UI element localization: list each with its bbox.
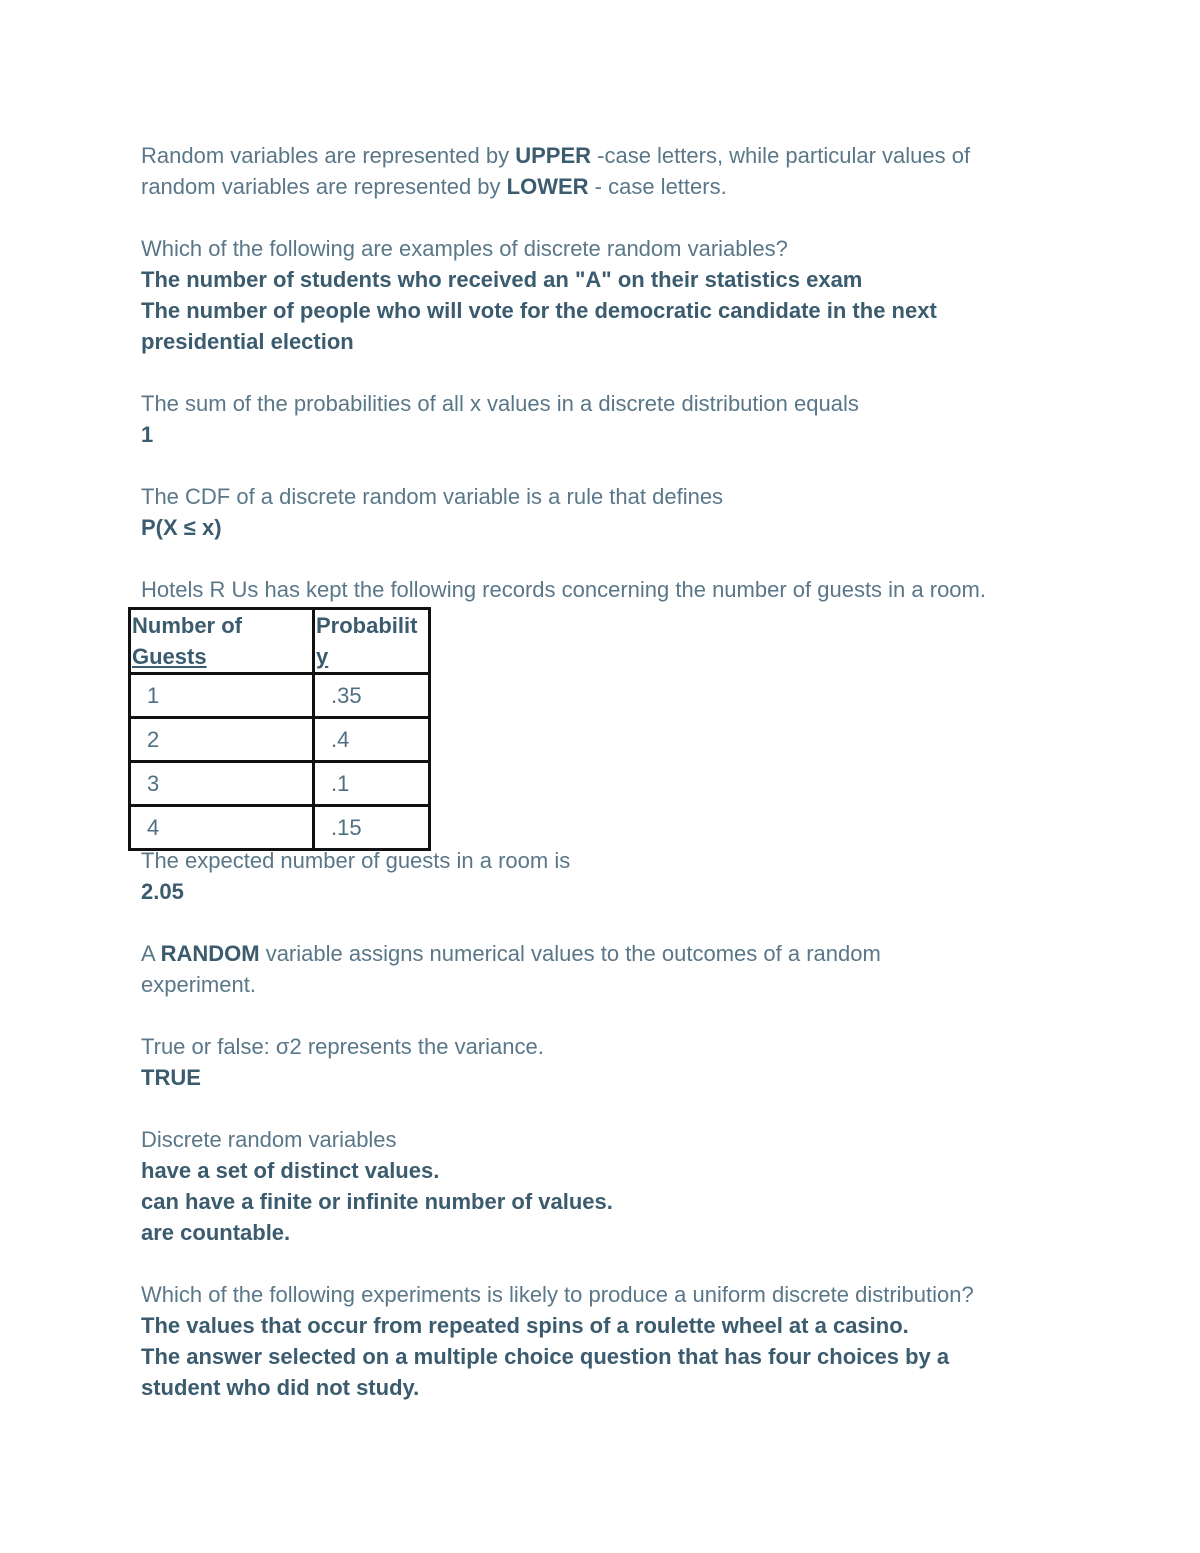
question-expected-guests: The expected number of guests in a room is bbox=[141, 848, 571, 873]
statement-random-variable-2: experiment. bbox=[141, 972, 256, 997]
question-uniform-distribution: Which of the following experiments is likely to produce a uniform discrete distribution? bbox=[141, 1282, 974, 1307]
answer-line: The number of people who will vote for the democratic candidate in the next bbox=[141, 298, 937, 323]
table-row bbox=[130, 806, 430, 850]
answer-line: TRUE bbox=[141, 1065, 201, 1090]
answer-line: student who did not study. bbox=[141, 1375, 420, 1400]
header-number-of-guests: Number of Guests bbox=[130, 609, 314, 674]
question-discrete-random-variables: Discrete random variables bbox=[141, 1127, 397, 1152]
answer-line: 1 bbox=[141, 422, 154, 447]
table-cell-probability: .35 bbox=[314, 674, 430, 718]
table-cell-probability: .4 bbox=[314, 718, 430, 762]
answer-line: The answer selected on a multiple choice question that has four choices by a bbox=[141, 1344, 950, 1369]
question-cdf: The CDF of a discrete random variable is a rule that defines bbox=[141, 484, 724, 509]
table-row bbox=[130, 674, 430, 718]
document-body-top bbox=[141, 140, 1061, 605]
answer-line: have a set of distinct values. bbox=[141, 1158, 440, 1183]
header-probability: Probabilit y bbox=[314, 609, 430, 674]
answer-line: The number of students who received an "A" on their statistics exam bbox=[141, 267, 863, 292]
question-hotels: Hotels R Us has kept the following records concerning the number of guests in a room. bbox=[141, 577, 986, 602]
table-row bbox=[130, 762, 430, 806]
table-row bbox=[130, 718, 430, 762]
answer-line: The values that occur from repeated spins of a roulette wheel at a casino. bbox=[141, 1313, 909, 1338]
question-discrete-examples: Which of the following are examples of discrete random variables? bbox=[141, 236, 788, 261]
upper-keyword: UPPER bbox=[515, 143, 592, 168]
table-cell-probability: .1 bbox=[314, 762, 430, 806]
answer-line: can have a finite or infinite number of values. bbox=[141, 1189, 613, 1214]
answer-line: 2.05 bbox=[141, 879, 184, 904]
lower-keyword: LOWER bbox=[506, 174, 589, 199]
question-variance: True or false: σ2 represents the variance. bbox=[141, 1034, 544, 1059]
table-cell-guests: 2 bbox=[130, 718, 314, 762]
answer-line: P(X ≤ x) bbox=[141, 515, 222, 540]
table-cell-probability: .15 bbox=[314, 806, 430, 850]
statement-random-variable-1: A RANDOM variable assigns numerical values to the outcomes of a random bbox=[141, 941, 881, 966]
question-sum-probabilities: The sum of the probabilities of all x values in a discrete distribution equals bbox=[141, 391, 859, 416]
guests-probability-table bbox=[128, 607, 431, 851]
answer-line: are countable. bbox=[141, 1220, 291, 1245]
answer-line: presidential election bbox=[141, 329, 354, 354]
table-header-row bbox=[130, 609, 430, 674]
table-cell-guests: 3 bbox=[130, 762, 314, 806]
intro-line-1: Random variables are represented by UPPER -case letters, while particular values of bbox=[141, 143, 971, 168]
random-keyword: RANDOM bbox=[160, 941, 260, 966]
table-cell-guests: 1 bbox=[130, 674, 314, 718]
document-body-bottom bbox=[141, 845, 1061, 1403]
intro-line-2: random variables are represented by LOWER - case letters. bbox=[141, 174, 727, 199]
table-cell-guests: 4 bbox=[130, 806, 314, 850]
